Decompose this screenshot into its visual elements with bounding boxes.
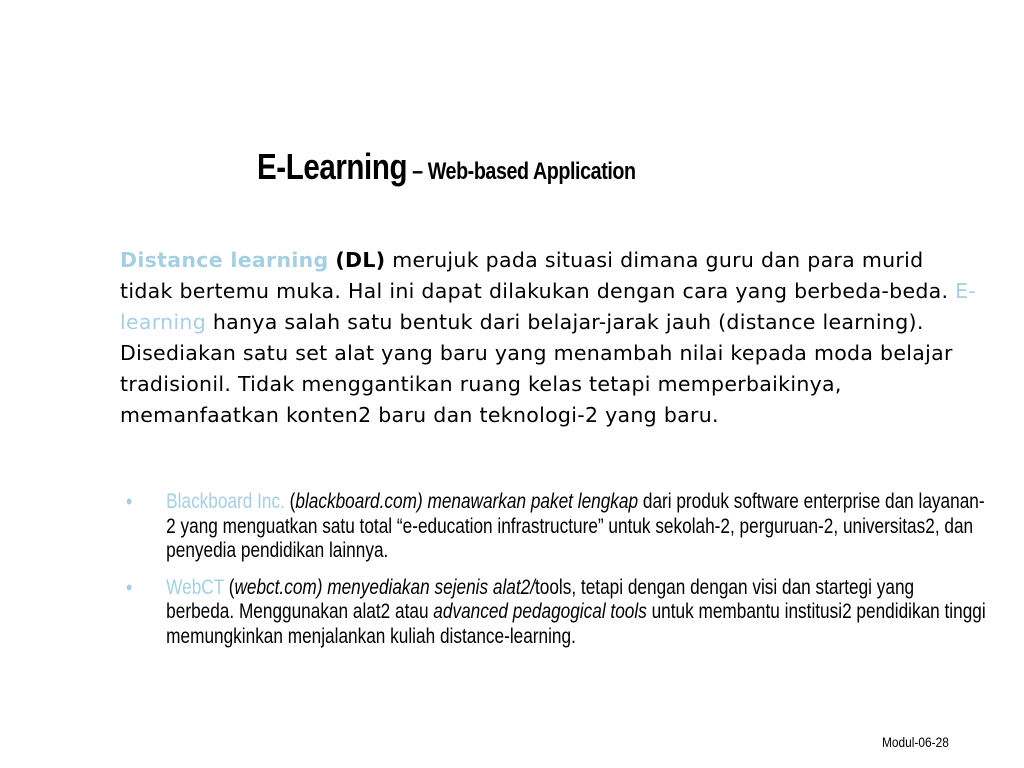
intro-paragraph bbox=[120, 245, 980, 431]
para-text-1: merujuk pada situasi dimana guru dan para murid tidak bertemu muka. Hal ini dapat dilakukan dengan cara yang berbeda-beda. bbox=[120, 248, 956, 303]
term-distance-learning: Distance learning bbox=[120, 248, 329, 272]
term-e-learning: E-learning bbox=[120, 279, 977, 334]
bullet-name: WebCT bbox=[166, 575, 224, 599]
bullet-italic: webct.com) menyediakan sejenis alat2/ bbox=[234, 575, 535, 599]
bullet-marker: • bbox=[126, 489, 133, 514]
bullet-list bbox=[126, 489, 986, 661]
para-text-2: hanya salah satu bentuk dari belajar-jarak jauh (distance learning). Disediakan satu set alat yang baru yang menambah nilai kepada moda belajar tradisionil. Tidak menggantikan ruang kelas tetapi memperbaikinya, memanfaatkan konten2 baru dan teknologi-2 yang baru. bbox=[120, 310, 953, 427]
bullet-mid: tools, tetapi dengan dengan visi dan startegi yang berbeda. Menggunakan alat2 atau bbox=[166, 575, 915, 623]
bullet-rest: untuk membantu institusi2 pendidikan tinggi memungkinkan menjalankan kuliah distance-learning. bbox=[166, 600, 986, 648]
term-dl-abbrev: (DL) bbox=[335, 248, 386, 272]
slide-footer: Modul-06-28 bbox=[882, 734, 949, 750]
bullet-marker: • bbox=[126, 574, 133, 600]
slide-title bbox=[257, 146, 636, 188]
bullet-italic-2: advanced pedagogical tools bbox=[433, 600, 647, 623]
bullet-name: Blackboard Inc. bbox=[166, 490, 285, 513]
bullet-italic: blackboard.com) menawarkan paket lengkap bbox=[295, 490, 639, 513]
bullet-open: ( bbox=[284, 490, 296, 513]
bullet-open: ( bbox=[223, 575, 235, 599]
bullet-rest: dari produk software enterprise dan layanan-2 yang menguatkan satu total “e-education infrastructure” untuk sekolah-2, perguruan-2, universitas2, dan penyedia pendidikan lainnya. bbox=[166, 490, 985, 562]
title-main: E-Learning bbox=[257, 146, 408, 187]
bullet-item-blackboard bbox=[126, 490, 986, 564]
bullet-item-webct bbox=[126, 576, 986, 650]
title-subtitle: – Web-based Application bbox=[407, 158, 636, 185]
